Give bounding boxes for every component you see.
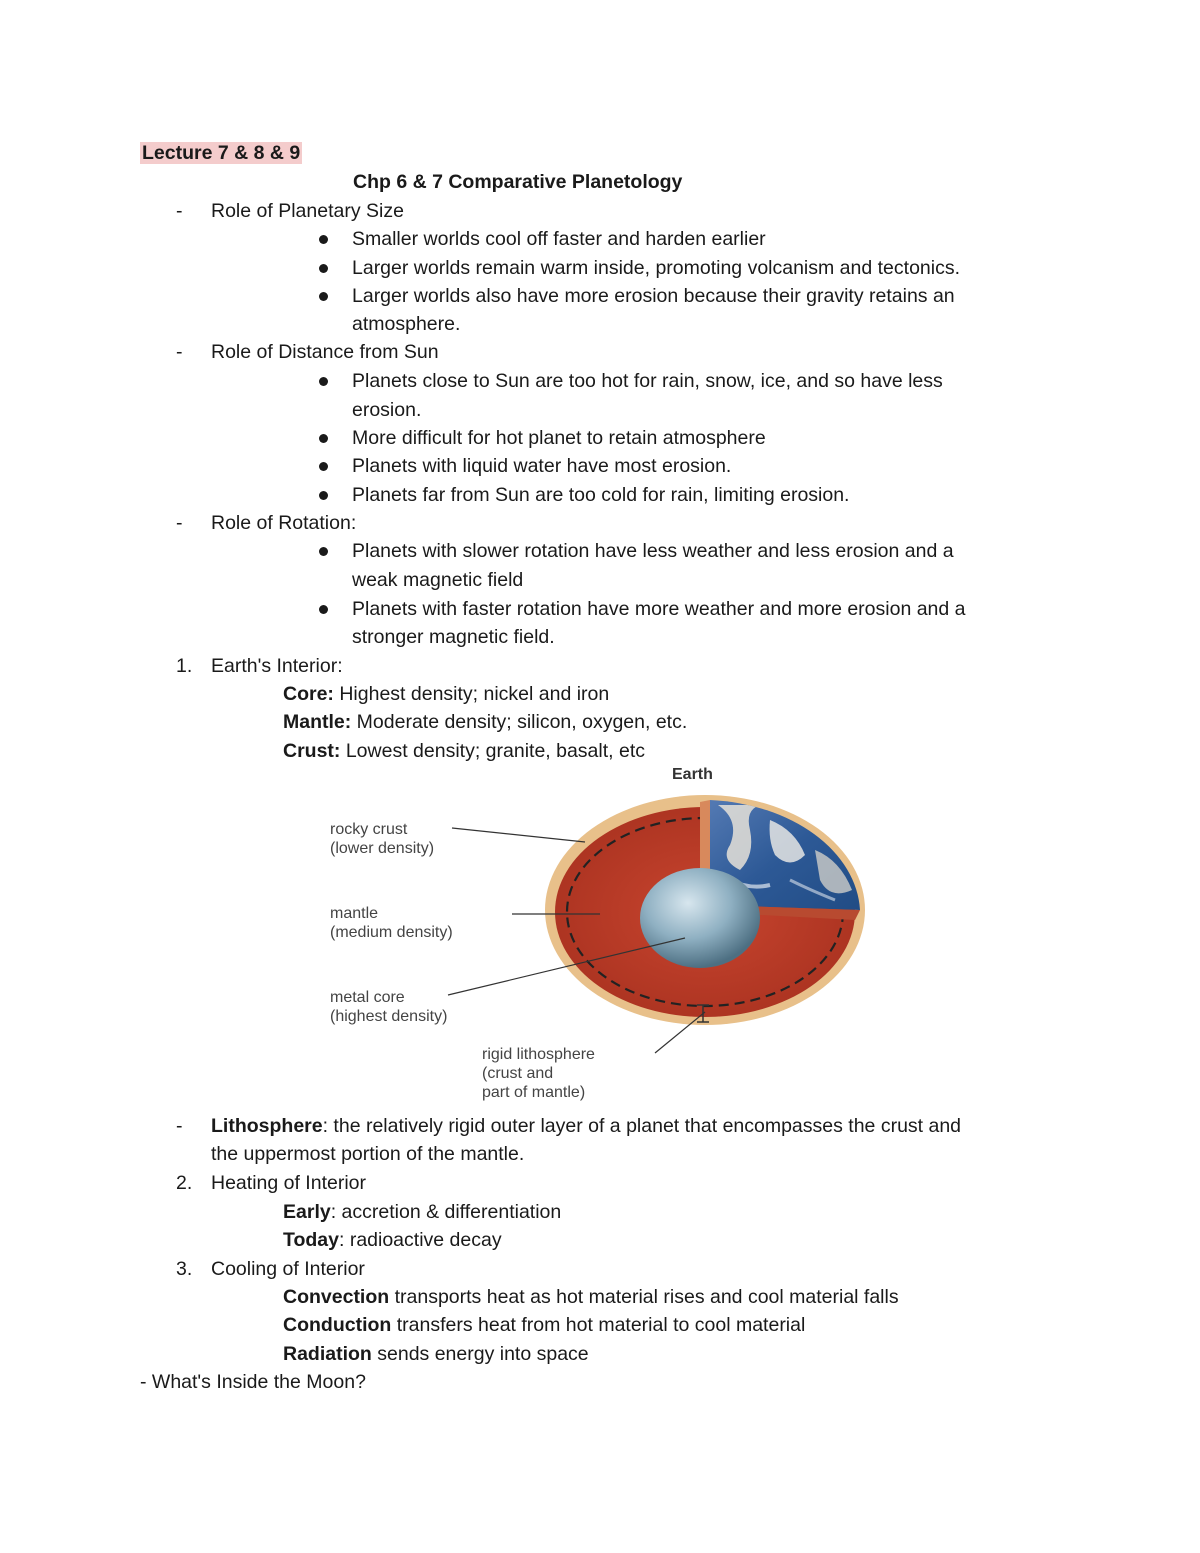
distance-bullet-3: Planets with liquid water have most erosion. (352, 455, 732, 477)
bullet-dot (319, 235, 328, 244)
lithosphere-definition: Lithosphere: the relatively rigid outer layer of a planet that encompasses the crust and (211, 1115, 962, 1137)
earth-cross-section-diagram (300, 760, 900, 1110)
rotation-bullet-2-cont: stronger magnetic field. (352, 626, 555, 648)
bullet-dot (319, 462, 328, 471)
cooling-heading: Cooling of Interior (211, 1258, 365, 1280)
rotation-bullet-2: Planets with faster rotation have more weather and more erosion and a (352, 598, 966, 620)
label-highest-density: (highest density) (330, 1008, 448, 1025)
core-line: Core: Highest density; nickel and iron (283, 683, 610, 705)
heating-heading: Heating of Interior (211, 1172, 367, 1194)
dash-marker: - (176, 341, 183, 363)
diagram-title: Earth (672, 766, 713, 783)
bullet-dot (319, 292, 328, 301)
distance-bullet-1-cont: erosion. (352, 399, 422, 421)
rotation-heading: Role of Rotation: (211, 512, 357, 534)
bullet-dot (319, 547, 328, 556)
cooling-convection: Convection transports heat as hot material rises and cool material falls (283, 1286, 899, 1308)
distance-bullet-2: More difficult for hot planet to retain atmosphere (352, 427, 766, 449)
crust-line: Crust: Lowest density; granite, basalt, etc (283, 740, 646, 762)
bullet-dot (319, 491, 328, 500)
lecture-title: Lecture 7 & 8 & 9 (142, 142, 301, 164)
size-bullet-3: Larger worlds also have more erosion because their gravity retains an (352, 285, 955, 307)
dash-marker: - (176, 200, 183, 222)
core-sphere (640, 868, 760, 968)
list-number: 1. (176, 655, 193, 677)
heating-early: Early: accretion & differentiation (283, 1201, 562, 1223)
dash-marker: - (176, 1115, 183, 1137)
bullet-dot (319, 264, 328, 273)
mantle-line: Mantle: Moderate density; silicon, oxygen, etc. (283, 711, 688, 733)
size-bullet-1: Smaller worlds cool off faster and harden earlier (352, 228, 766, 250)
cooling-radiation: Radiation sends energy into space (283, 1343, 589, 1365)
list-number: 3. (176, 1258, 193, 1280)
moon-question: - What's Inside the Moon? (140, 1371, 366, 1393)
distance-heading: Role of Distance from Sun (211, 341, 439, 363)
dash-marker: - (176, 512, 183, 534)
label-medium-density: (medium density) (330, 924, 453, 941)
lithosphere-definition-cont: the uppermost portion of the mantle. (211, 1143, 525, 1165)
label-rigid-lithosphere: rigid lithosphere (482, 1046, 595, 1063)
size-bullet-2: Larger worlds remain warm inside, promoting volcanism and tectonics. (352, 257, 961, 279)
size-heading: Role of Planetary Size (211, 200, 404, 222)
bullet-dot (319, 377, 328, 386)
bullet-dot (319, 434, 328, 443)
size-bullet-3-cont: atmosphere. (352, 313, 461, 335)
distance-bullet-1: Planets close to Sun are too hot for rain, snow, ice, and so have less (352, 370, 943, 392)
rotation-bullet-1: Planets with slower rotation have less weather and less erosion and a (352, 540, 954, 562)
list-number: 2. (176, 1172, 193, 1194)
label-crust-and: (crust and (482, 1065, 554, 1082)
bullet-dot (319, 605, 328, 614)
label-metal-core: metal core (330, 989, 405, 1006)
rotation-bullet-1-cont: weak magnetic field (352, 569, 524, 591)
cooling-conduction: Conduction transfers heat from hot material to cool material (283, 1314, 806, 1336)
distance-bullet-4: Planets far from Sun are too cold for rain, limiting erosion. (352, 484, 850, 506)
label-lower-density: (lower density) (330, 840, 435, 857)
chapter-title: Chp 6 & 7 Comparative Planetology (353, 171, 683, 193)
label-mantle: mantle (330, 905, 379, 922)
crust-leader-line (452, 828, 585, 842)
label-rocky-crust: rocky crust (330, 821, 408, 838)
heating-today: Today: radioactive decay (283, 1229, 502, 1251)
interior-heading: Earth's Interior: (211, 655, 343, 677)
label-part-of-mantle: part of mantle) (482, 1084, 586, 1101)
